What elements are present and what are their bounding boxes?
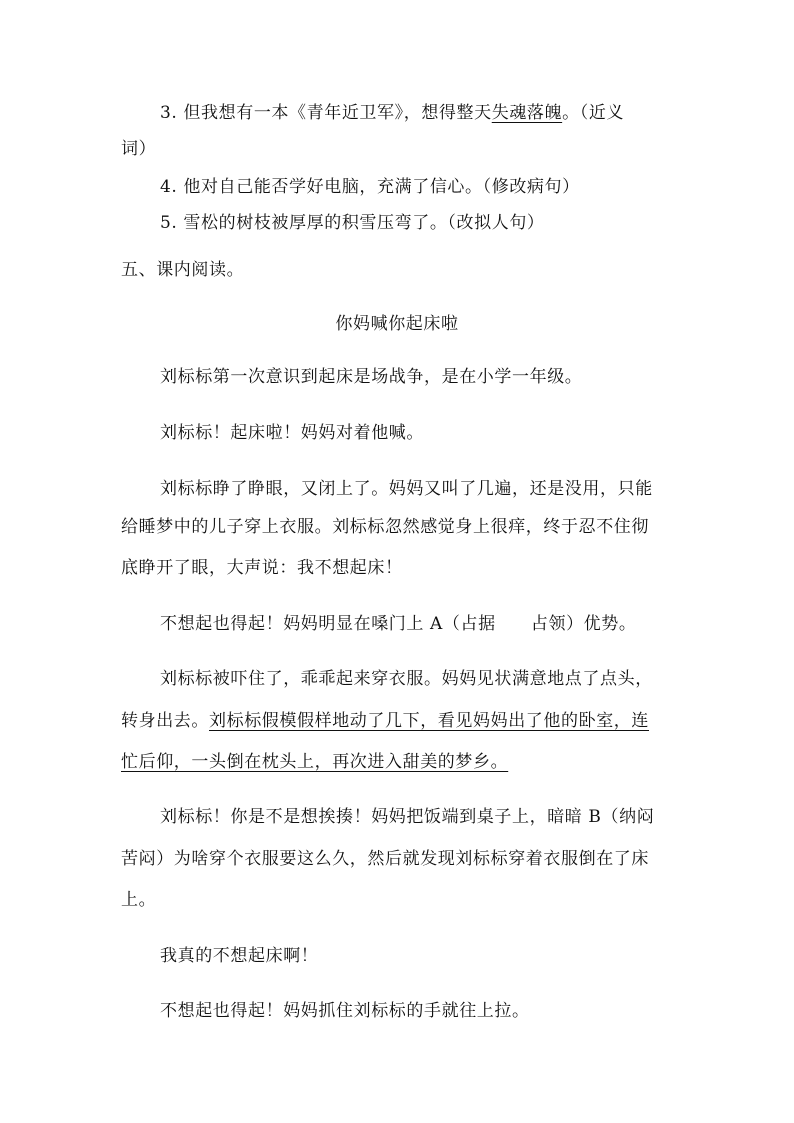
question-item-3 <box>160 98 624 123</box>
p5-underlined-sentence-part-2: 忙后仰，一头倒在枕头上，再次进入甜美的梦乡。 <box>121 752 509 772</box>
item3-text-post: 。（近义 <box>562 103 625 123</box>
passage-paragraph-6-line-2: 苦闷）为啥穿个衣服要这么久，然后就发现刘标标穿着衣服倒在了床 <box>121 849 649 869</box>
passage-paragraph-6-line-1: 刘标标！你是不是想挨揍！妈妈把饭端到桌子上，暗暗 B（纳闷 <box>160 807 655 827</box>
passage-paragraph-5-line-2 <box>121 706 649 731</box>
item3-text-pre: 3. 但我想有一本《青年近卫军》，想得整天 <box>160 103 492 123</box>
passage-paragraph-4: 不想起也得起！妈妈明显在嗓门上 A（占据 占领）优势。 <box>160 614 637 634</box>
p5-line-2-plain: 转身出去。 <box>121 711 209 731</box>
p5-underlined-sentence-part-1: 刘标标假模假样地动了几下，看见妈妈出了他的卧室，连 <box>209 711 649 731</box>
passage-title: 你妈喊你起床啦 <box>335 314 459 334</box>
passage-paragraph-5-line-1: 刘标标被吓住了，乖乖起来穿衣服。妈妈见状满意地点了点头， <box>160 669 653 689</box>
passage-paragraph-1: 刘标标第一次意识到起床是场战争，是在小学一年级。 <box>160 367 583 387</box>
question-item-3-continued: 词） <box>121 139 157 159</box>
question-item-5: 5. 雪松的树枝被厚厚的积雪压弯了。（改拟人句） <box>160 213 545 233</box>
passage-paragraph-6-line-3: 上。 <box>121 890 157 910</box>
passage-paragraph-3-line-2: 给睡梦中的儿子穿上衣服。刘标标忽然感觉身上很痒，终于忍不住彻 <box>121 517 649 537</box>
passage-paragraph-2: 刘标标！起床啦！妈妈对着他喊。 <box>160 423 424 443</box>
question-item-4: 4. 他对自己能否学好电脑，充满了信心。（修改病句） <box>160 177 580 197</box>
section-heading: 五、课内阅读。 <box>121 260 245 280</box>
passage-paragraph-7: 我真的不想起床啊！ <box>160 946 319 966</box>
item3-underlined-word: 失魂落魄 <box>491 103 563 123</box>
passage-paragraph-3-line-1: 刘标标睁了睁眼，又闭上了。妈妈又叫了几遍，还是没用，只能 <box>160 479 653 499</box>
passage-paragraph-5-line-3 <box>121 747 508 772</box>
passage-paragraph-8: 不想起也得起！妈妈抓住刘标标的手就往上拉。 <box>160 1001 530 1021</box>
passage-paragraph-3-line-3: 底睁开了眼，大声说：我不想起床！ <box>121 558 403 578</box>
